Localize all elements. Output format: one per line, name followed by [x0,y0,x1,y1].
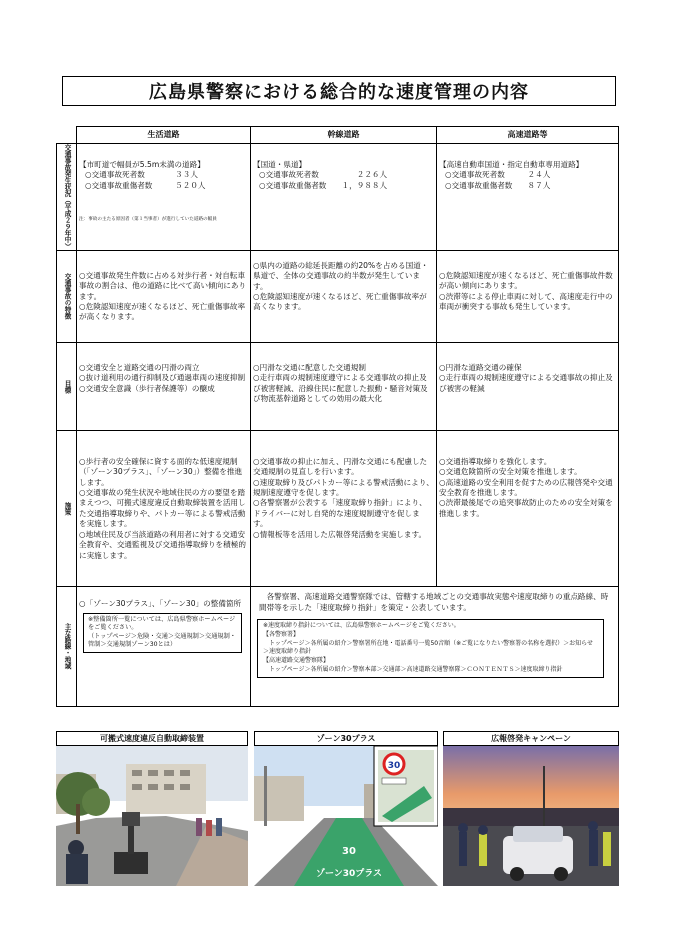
row-label-features: 交通事故の特徴 [57,250,77,342]
row-label-accidents: 交通事故発生状況（平成２９年中） [57,144,77,251]
page-title: 広島県警察における総合的な速度管理の内容 [62,76,616,106]
photo-block-portable-device [56,731,248,886]
deaths-count: ○交通事故死者数 ２２６人 [259,170,388,180]
table-row-accidents [57,144,619,251]
cell-features-arterial: ○県内の道路の総延長距離の約20%を占める国道・県道で、全体の交通事故の約半数が発生しています。 ○危険認知速度が速くなるほど、死亡重傷事故率が高くなります。 [251,250,437,342]
photo-illustration [56,746,248,886]
footnote: 注：事故の主たる原因者（第１当事者）が進行していた道路の幅員 [79,217,217,223]
zone30-notice-box: ※整備箇所一覧については、広島県警察ホームページをご覧ください。 （トップページ＞危険・交通＞交通規制＞交通規制・管制＞交通規制ゾーン30とは） [83,613,242,652]
table-row-features [57,250,619,342]
column-header-residential: 生活道路 [77,127,251,144]
road-marking-text: ゾーン30プラス [315,869,383,879]
photo-block-zone30 [254,731,438,886]
photo-caption: 可搬式速度違反自動取締装置 [56,731,248,746]
cell-measures-residential: ○歩行者の安全確保に資する面的な低速度規制（「ゾーン30プラス」、「ゾーン30」）整備を推進します。 ○交通事故の発生状況や地域住民の方の要望を踏まえつつ、可搬式速度違反自動取締装置を活用した交通指導取締りや、パトカー等による警戒活動を実施します。 ○地域住民及び当該道路の利用者に対する交通安全教育や、交通監視及び交通指導取締りを積極的に実施します。 [77,430,251,586]
cell-accidents-expressway [437,144,619,251]
road-type: 【市町道で幅員が5.5m未満の道路】 [79,160,205,169]
road-type: 【高速自動車国道・指定自動車専用道路】 [439,160,584,169]
photo-illustration [443,746,619,886]
photo-caption: 広報啓発キャンペーン [443,731,619,746]
photo-portable-speed-camera [56,746,248,886]
cell-accidents-residential [77,144,251,251]
row-label-main-routes: 主な路線・地域 [57,586,77,706]
cell-goals-expressway: ○円滑な道路交通の確保 ○走行車両の規制速度遵守による交通事故の抑止及び被害の軽減 [437,342,619,430]
deaths-count: ○交通事故死者数 ２４人 [445,170,551,180]
speed-guideline-notice-box: ※速度取締り指針については、広島県警察ホームページをご覧ください。 【各警察署】 トップページ＞各所属の紹介＞警察署所在地・電話番号一覧50音順（※ご覧になりたい警察署の名称を選択）＞お知らせ＞速度取締り指針 【高速道路交通警察隊】 トップページ＞各所属の紹介＞警察本部＞交通部＞高速道路交通警察隊＞ＣＯＮＴＥＮＴＳ＞速度取締り指針 [257,619,604,677]
deaths-count: ○交通事故死者数 ３３人 [85,170,198,180]
photo-awareness-campaign [443,746,619,886]
injuries-count: ○交通事故重傷者数 ８７人 [445,180,551,190]
photo-caption: ゾーン30プラス [254,731,438,746]
cell-measures-expressway: ○交通指導取締りを強化します。 ○交通危険箇所の安全対策を推進します。 ○高速道路の安全利用を促すための広報啓発や交通安全教育を推進します。 ○渋滞最後尾での追突事故防止のための安全対策を推進します。 [437,430,619,586]
svg-text:30: 30 [342,846,356,857]
corner-cell [57,127,77,144]
road-type: 【国道・県道】 [253,160,307,169]
row-label-goals: 目標 [57,342,77,430]
cell-features-residential: ○交通事故発生件数に占める対歩行者・対自転車事故の割合は、他の道路に比べて高い傾向にあります。 ○危険認知速度が速くなるほど、死亡重傷事故率が高くなります。 [77,250,251,342]
injuries-count: ○交通事故重傷者数 １，９８８人 [259,180,388,190]
column-header-expressway: 高速道路等 [437,127,619,144]
cell-main-routes-arterial-expressway [251,586,619,706]
speed-sign-number: 30 [387,761,401,771]
cell-features-expressway: ○危険認知速度が速くなるほど、死亡重傷事故件数が高い傾向にあります。 ○渋滞等による停止車両に対して、高速度走行中の車両が衝突する事故も発生しています。 [437,250,619,342]
cell-measures-arterial: ○交通事故の抑止に加え、円滑な交通にも配慮した交通規制の見直しを行います。 ○速度取締り及びパトカー等による警戒活動により、規制速度遵守を促します。 ○各警察署が公表する「速度取締り指針」により、ドライバーに対し自発的な速度規制遵守を促します。 ○情報板等を活用した広報啓発活動を実施します。 [251,430,437,586]
header-row [57,127,619,144]
column-header-arterial: 幹線道路 [251,127,437,144]
table-row-main-routes [57,586,619,706]
photo-zone30-road [254,746,438,886]
speed-management-table [56,126,619,707]
cell-accidents-arterial [251,144,437,251]
cell-goals-arterial: ○円滑な交通に配意した交通規制 ○走行車両の規制速度遵守による交通事故の抑止及び被害軽減、沿線住民に配意した振動・騒音対策及び物流基幹道路としての効用の最大化 [251,342,437,430]
cell-goals-residential: ○交通安全と道路交通の円滑の両立 ○抜け道利用の通行抑制及び通過車両の速度抑制 ○交通安全意識（歩行者保護等）の醸成 [77,342,251,430]
photo-illustration [254,746,438,886]
zone30-locations: ○「ゾーン30プラス」、「ゾーン30」の整備箇所 [79,598,242,608]
table-row-goals [57,342,619,430]
speed-enforcement-policy: 各警察署、高速道路交通警察隊では、管轄する地域ごとの交通事故実態や速度取締りの重点路線、時間帯等を示した「速度取締り指針」を策定・公表しています。 [259,591,609,612]
injuries-count: ○交通事故重傷者数 ５２０人 [85,180,206,190]
row-label-measures: 施策 [57,430,77,586]
photo-block-campaign [443,731,619,886]
cell-main-routes-residential [77,586,251,706]
table-row-measures [57,430,619,586]
